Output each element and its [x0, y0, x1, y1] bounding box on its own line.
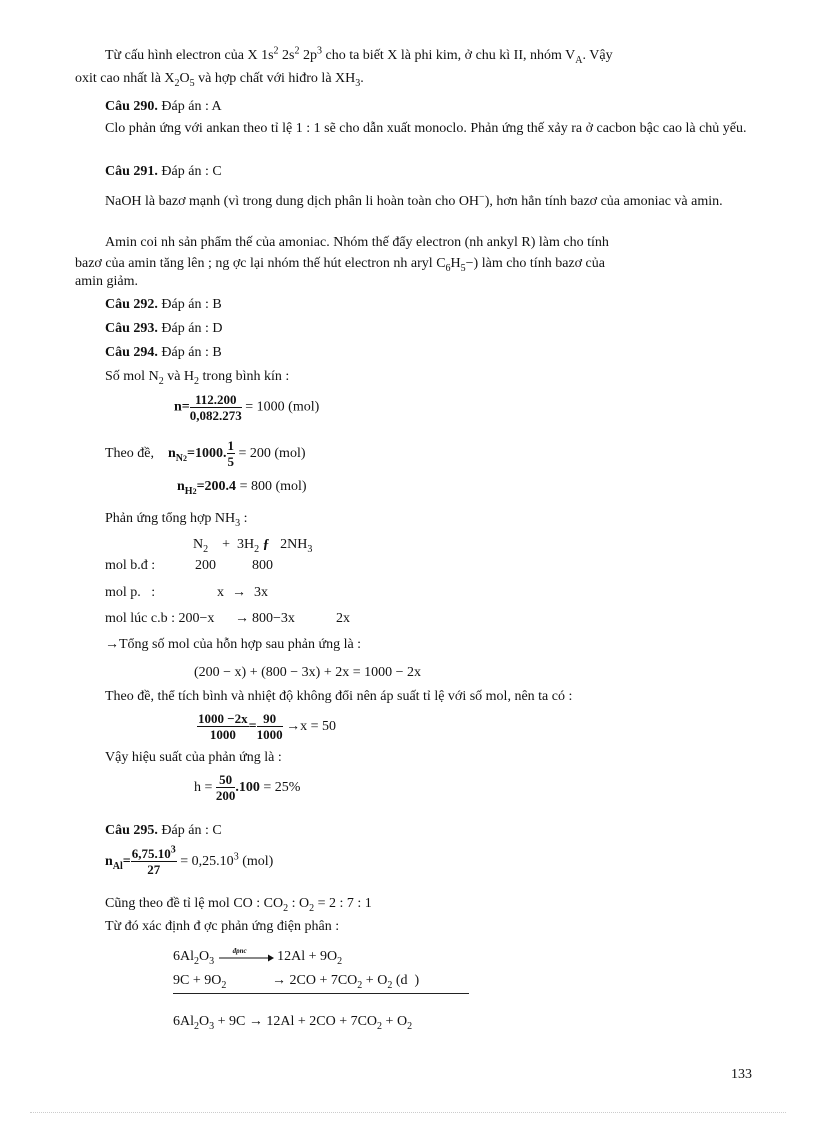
fraction: $\frac{112.200}{0,082.273}$	[189, 392, 242, 423]
question-heading: Câu 295. Đáp án : C	[105, 823, 222, 838]
arrow-label: đpnc	[232, 946, 247, 955]
question-heading: Câu 294. Đáp án : B	[105, 345, 222, 360]
text-line: →Tổng số mol của hỗn hợp sau phản ứng là :	[105, 637, 362, 652]
question-heading: Câu 292. Đáp án : B	[105, 297, 222, 312]
text-line: Từ cấu hình electron của X $1s^2$ $2s^2$ $2p^3$ cho ta biết X là phi kim, ở chu kì II, nhóm $V_A$. Vậy	[105, 45, 613, 66]
text-paragraph: NaOH là bazơ mạnh (vì trong dung dịch phân li hoàn toàn cho OH−), hơn hẳn tính bazơ của amoniac và amin.	[105, 191, 723, 209]
text-paragraph: Clo phản ứng với ankan theo tỉ lệ 1 : 1 sẽ cho dẫn xuất monoclo. Phản ứng thế xảy ra ở cacbon bậc cao là chủ yếu.	[105, 121, 747, 136]
fraction: $\frac{1000 -2x}{1000}$	[198, 711, 248, 743]
arrow-icon: →	[232, 585, 246, 600]
reaction-equation: $N_2$ + $3H_2$ ƒ $2NH_3$	[193, 537, 313, 555]
table-cell: 3x	[254, 585, 268, 600]
table-row: mol lúc c.b : 200−x	[105, 611, 215, 626]
text-line: Phản ứng tổng hợp $NH_3$ :	[105, 511, 248, 529]
page-border	[30, 1112, 786, 1113]
formula-n-al: $n_{Al}=$ $\frac{6,75.10^3}{27}$ = $0,25.10^3$ (mol)	[105, 844, 274, 878]
text-line: bazơ của amin tăng lên ; ng ợc lại nhóm thế hút electron nh aryl $C_6H_5-$) làm cho tính bazơ của	[75, 256, 605, 274]
question-heading: Câu 291. Đáp án : C	[105, 164, 222, 179]
table-cell: 800−3x	[252, 611, 295, 626]
arrow-icon: →	[105, 637, 119, 652]
text-line: oxit cao nhất là $X_2O_5$ và hợp chất với hiđro là $XH_3$.	[75, 71, 364, 89]
arrow-icon: →	[286, 719, 301, 734]
text-line: Từ đó xác định đ ợc phản ứng điện phân :	[105, 919, 340, 934]
reaction-electrolysis: $6Al_2O_3$ đpnc $12Al + 9O_2$	[173, 948, 342, 966]
text-line: Amin coi nh sản phẩm thế của amoniac. Nhóm thế đẩy electron (nh ankyl R) làm cho tính	[105, 235, 609, 250]
table-cell: 800	[252, 558, 273, 573]
page-number: 133	[731, 1067, 752, 1082]
arrow-icon: →	[235, 611, 249, 626]
reaction-overall: $6Al_2O_3 + 9C \to 12Al + 2CO + 7CO_2 + O_2$	[173, 1014, 413, 1032]
fraction: $\frac{90}{1000}$	[256, 711, 283, 743]
table-row: mol p. :	[105, 585, 156, 600]
table-cell: 2x	[336, 611, 350, 626]
question-heading: Câu 293. Đáp án : D	[105, 321, 223, 336]
reaction-combustion: $9C + 9O_2$	[173, 973, 227, 991]
fraction: $\frac{50}{200}$	[215, 772, 236, 804]
table-cell: x	[217, 585, 224, 600]
fraction: $\frac{1}{5}$	[227, 438, 234, 470]
text-line: amin giảm.	[75, 274, 138, 289]
formula-n-total: n= $\frac{112.200}{0,082.273}$ = 1000 (mol)	[174, 392, 320, 423]
table-row: mol b.đ :	[105, 558, 156, 573]
text-line: Vậy hiệu suất của phản ứng là :	[105, 750, 282, 765]
long-arrow-icon	[218, 946, 274, 963]
reaction-combustion-right: → $2CO + 7CO_2 + O_2$ (d )	[272, 973, 420, 991]
fraction-equation: $\frac{1000 -2x}{1000}$ = $\frac{90}{1000}$ →x = 50	[198, 711, 337, 743]
text-line: Theo đề, thể tích bình và nhiệt độ không đổi nên áp suất tỉ lệ với số mol, nên ta có :	[105, 689, 573, 704]
question-heading: Câu 290. Đáp án : A	[105, 99, 222, 114]
formula-n-n2: Theo đề, $n_{N2}=1000$. $\frac{1}{5}$ = 200 (mol)	[105, 438, 306, 470]
formula-n-h2: $n_{H2}=200.4 = 800$ (mol)	[177, 479, 307, 497]
arrow-icon: →	[248, 1014, 263, 1029]
table-cell: 200	[195, 558, 216, 573]
sum-rule	[173, 993, 469, 994]
text-line: Cũng theo đề tỉ lệ mol CO : $CO_2$ : $O_2 = 2$ : 7 : 1	[105, 896, 372, 914]
fraction: $\frac{6,75.10^3}{27}$	[131, 844, 176, 878]
arrow-icon: →	[272, 973, 286, 988]
equation-line: (200 − x) + (800 − 3x) + 2x = 1000 − 2x	[194, 665, 422, 680]
text-line: Số mol $N_2$ và $H_2$ trong bình kín :	[105, 369, 290, 387]
formula-yield: h = $\frac{50}{200}$ .100 = 25%	[194, 772, 301, 804]
